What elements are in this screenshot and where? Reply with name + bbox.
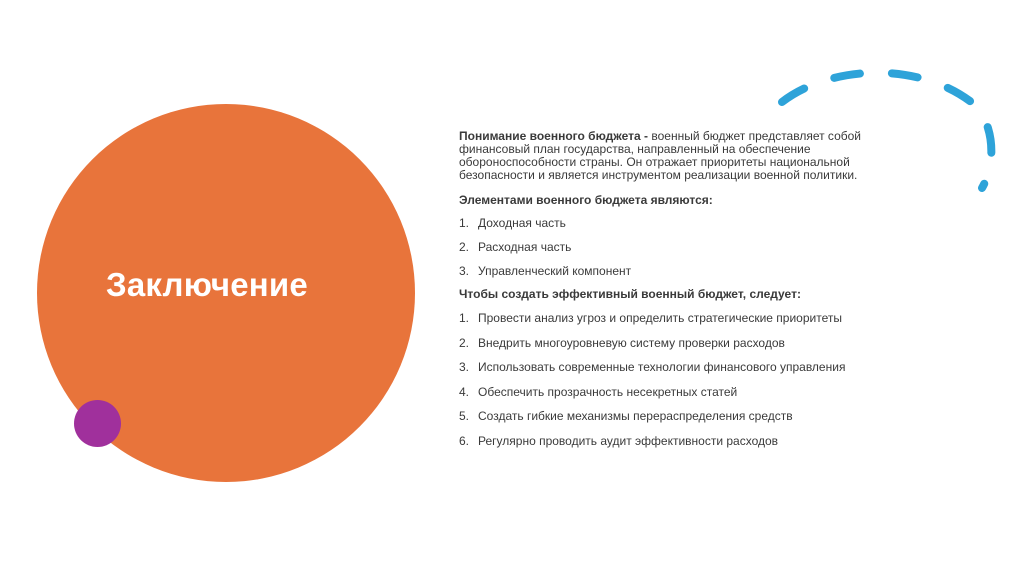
steps-heading: Чтобы создать эффективный военный бюджет, следует: <box>459 287 801 301</box>
content-block <box>459 130 899 459</box>
list-number: 2. <box>459 335 470 350</box>
list-number: 3. <box>459 360 470 374</box>
list-number: 1. <box>459 216 470 230</box>
list-item <box>459 361 899 374</box>
list-text: Расходная часть <box>478 240 572 254</box>
list-text: Регулярно проводить аудит эффективности расходов <box>478 433 779 448</box>
elements-list <box>459 217 899 278</box>
list-number: 3. <box>459 264 470 278</box>
slide-title: Заключение <box>106 266 308 303</box>
list-item <box>459 386 899 399</box>
intro-bold: Понимание военного бюджета - <box>459 129 652 143</box>
list-number: 1. <box>459 311 470 325</box>
list-text: Внедрить многоуровневую систему проверки расходов <box>478 335 785 350</box>
list-text: Создать гибкие механизмы перераспределения средств <box>478 409 793 423</box>
list-item <box>459 435 899 448</box>
list-text: Доходная часть <box>478 216 566 230</box>
list-item <box>459 265 899 278</box>
intro-text: военный бюджет представляет собой финансовый план государства, направленный на обеспечение обороноспособности страны. Он отражает приоритеты национальной безопасности и является инструментом реализации военной политики. <box>459 129 861 182</box>
purple-circle <box>74 400 121 447</box>
list-text: Управленческий компонент <box>478 264 632 278</box>
list-text: Провести анализ угроз и определить стратегические приоритеты <box>478 311 842 325</box>
intro-paragraph <box>459 130 899 182</box>
list-number: 4. <box>459 384 470 399</box>
list-number: 6. <box>459 433 470 448</box>
steps-list <box>459 312 899 448</box>
list-item <box>459 217 899 230</box>
list-item <box>459 337 899 350</box>
list-text: Обеспечить прозрачность несекретных статей <box>478 384 738 399</box>
list-item <box>459 241 899 254</box>
list-number: 5. <box>459 409 470 423</box>
elements-heading: Элементами военного бюджета являются: <box>459 193 713 207</box>
list-item <box>459 312 899 325</box>
list-number: 2. <box>459 240 470 254</box>
list-item <box>459 410 899 423</box>
list-text: Использовать современные технологии финансового управления <box>478 360 846 374</box>
